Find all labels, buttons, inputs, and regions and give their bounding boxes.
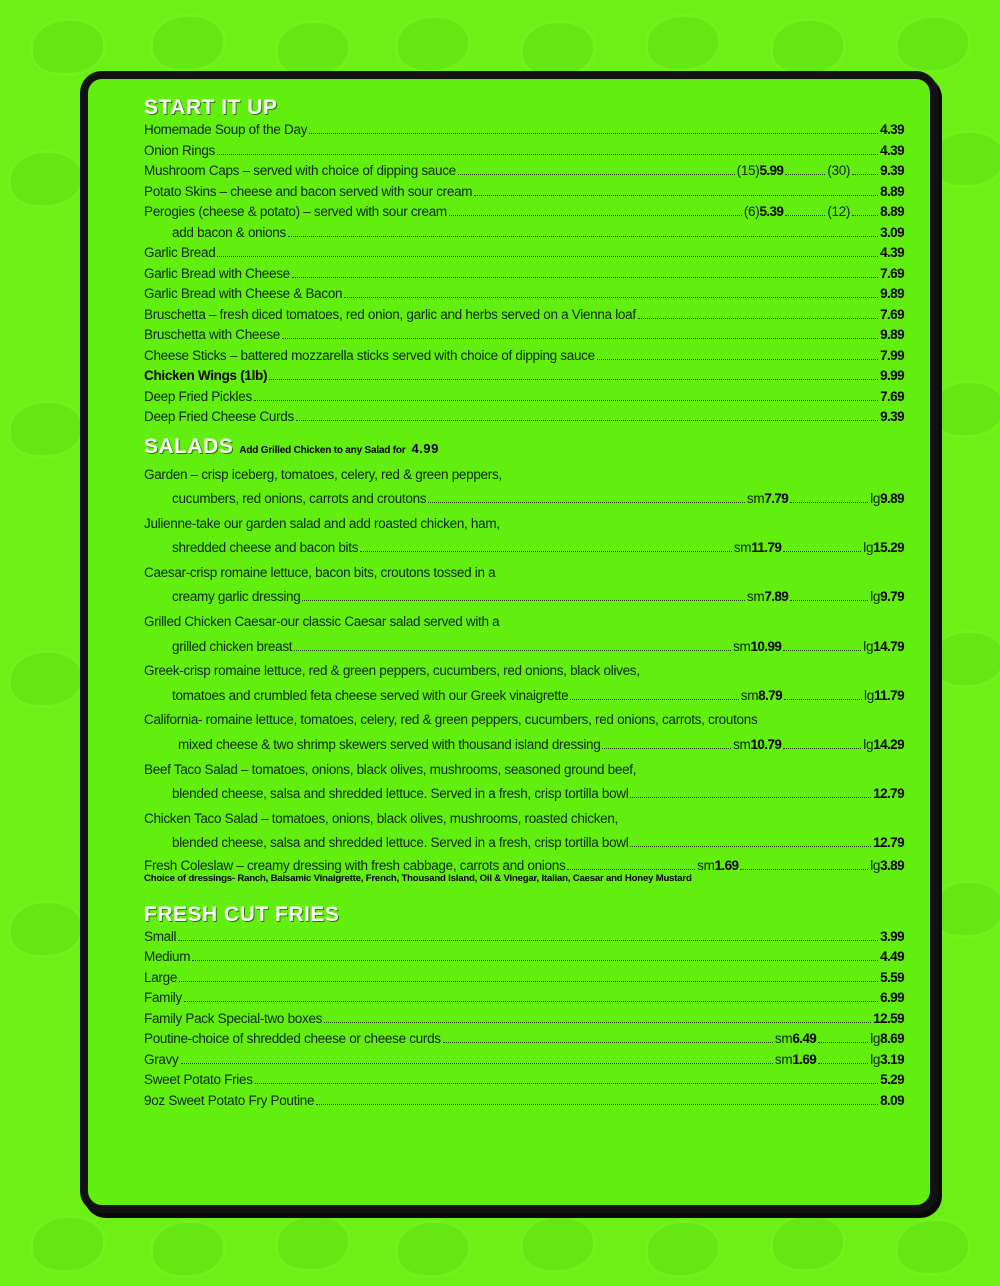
item-option: (30) (827, 163, 851, 178)
item-name: Homemade Soup of the Day (144, 122, 308, 137)
gravy-name: Gravy (144, 1051, 179, 1067)
salad-price: 12.79 (873, 786, 904, 802)
salad-lg-price: 14.79 (873, 638, 904, 654)
item-price: 7.99 (880, 347, 904, 363)
salad-items (144, 463, 904, 857)
salad-lg-price: 9.89 (880, 491, 904, 507)
coleslaw-name: Fresh Coleslaw – creamy dressing with fresh cabbage, carrots and onions (144, 858, 566, 873)
fries-item-row (144, 1009, 904, 1030)
fries-item-row (144, 947, 904, 968)
item-price: 4.39 (880, 245, 904, 260)
section-title-start: START IT UP (144, 96, 278, 119)
salad-sm-price: 10.79 (750, 737, 782, 753)
item-name: Garlic Bread with Cheese & Bacon (144, 286, 343, 301)
salad-price-line (144, 487, 904, 512)
salad-price-line (144, 635, 904, 660)
menu-item-row (144, 161, 904, 182)
fries-name: Large (144, 969, 178, 985)
fries-item-row (144, 927, 904, 948)
salad-sm-label: sm (733, 638, 751, 654)
fries-name: Small (144, 928, 177, 944)
fries-item-row (144, 968, 904, 989)
salad-desc: mixed cheese & two shrimp skewers served with thousand island dressing (178, 737, 601, 753)
item-price: 8.89 (880, 183, 904, 199)
salad-lg-label: lg (863, 737, 874, 753)
fries-item-row (144, 988, 904, 1009)
salad-desc-line (144, 708, 904, 733)
item-price: 8.89 (880, 204, 904, 219)
salad-lg-price: 9.79 (880, 589, 904, 605)
item-price: 7.69 (880, 388, 904, 404)
poutine-row (144, 1029, 904, 1050)
poutine-name: Poutine-choice of shredded cheese or cheese curds (144, 1031, 441, 1046)
item-option: (15) (736, 163, 760, 178)
sweet-poutine-name: 9oz Sweet Potato Fry Poutine (144, 1092, 315, 1108)
menu-item-row (144, 284, 904, 305)
salad-desc-line (144, 610, 904, 635)
salad-sm-label: sm (740, 687, 759, 703)
item-name: Cheese Sticks – battered mozzarella sticks served with choice of dipping sauce (144, 347, 595, 363)
salad-desc-line (144, 512, 904, 537)
item-price: 4.39 (880, 122, 904, 137)
salad-price-line (144, 782, 904, 807)
dressings-note: Choice of dressings- Ranch, Balsamic Vinaigrette, French, Thousand Island, Oil & Vinegar, Italian, Caesar and Honey Mustard (144, 872, 692, 884)
item-option: (12) (827, 204, 851, 219)
section-title-fries: FRESH CUT FRIES (144, 902, 340, 926)
menu-item-row (144, 387, 904, 408)
menu-item-row (144, 407, 904, 428)
salad-desc: blended cheese, salsa and shredded lettuce. Served in a fresh, crisp tortilla bowl (172, 835, 629, 851)
sweet-fries-name: Sweet Potato Fries (144, 1072, 253, 1087)
fries-name: Medium (144, 949, 191, 964)
item-price: 3.09 (880, 224, 904, 240)
salad-sm-price: 11.79 (751, 540, 782, 556)
salad-lg-price: 15.29 (873, 540, 904, 556)
salad-name: Chicken Taco Salad – tomatoes, onions, black olives, mushrooms, roasted chicken, (144, 810, 619, 826)
salad-lg-label: lg (870, 491, 881, 507)
salad-lg-label: lg (870, 589, 881, 605)
salad-sm-label: sm (746, 589, 765, 605)
gravy-sm-price: 1.69 (792, 1051, 817, 1067)
fries-price: 5.59 (880, 969, 904, 985)
gravy-lg-price: 3.19 (880, 1051, 904, 1067)
salad-desc: tomatoes and crumbled feta cheese served with our Greek vinaigrette (172, 687, 569, 703)
salad-lg-price: 11.79 (873, 687, 904, 703)
item-name: Garlic Bread (144, 245, 216, 260)
salad-price-line (144, 585, 904, 610)
salad-sm-price: 7.79 (764, 491, 789, 507)
salad-price-line (144, 536, 904, 561)
salad-name: Garden – crisp iceberg, tomatoes, celery, red & green peppers, (144, 466, 502, 482)
item-name: Bruschetta – fresh diced tomatoes, red onion, garlic and herbs served on a Vienna loaf (144, 306, 636, 322)
menu-item-row (144, 120, 904, 141)
salad-sm-label: sm (746, 491, 765, 507)
item-price: 7.69 (880, 306, 904, 322)
salad-sm-label: sm (733, 737, 751, 753)
salad-price-line (144, 733, 904, 758)
salad-sm-price: 10.99 (750, 638, 782, 654)
sweet-fries-row (144, 1070, 904, 1091)
menu-item-row (144, 366, 904, 387)
item-price-small: 5.39 (759, 204, 784, 219)
item-name: Deep Fried Cheese Curds (144, 409, 294, 424)
poutine-lg: lg (870, 1031, 881, 1046)
salad-name: California- romaine lettuce, tomatoes, celery, red & green peppers, cucumbers, red onions, carrots, croutons (144, 712, 758, 728)
gravy-lg: lg (870, 1051, 881, 1067)
gravy-row (144, 1050, 904, 1071)
item-price: 9.89 (880, 286, 904, 301)
salad-name: Grilled Chicken Caesar-our classic Caesar salad served with a (144, 614, 500, 630)
salad-lg-price: 14.29 (873, 737, 904, 753)
salad-name: Julienne-take our garden salad and add roasted chicken, ham, (144, 515, 500, 531)
item-name: Potato Skins – cheese and bacon served with sour cream (144, 183, 473, 199)
menu-item-row (144, 243, 904, 264)
salad-price: 12.79 (873, 835, 904, 851)
section-title-salads (144, 434, 904, 463)
item-price-small: 5.99 (759, 163, 784, 178)
item-price: 4.39 (880, 142, 904, 158)
menu-item-row (144, 305, 904, 326)
fries-price: 4.49 (880, 949, 904, 964)
coleslaw-lg-price: 3.89 (880, 858, 904, 873)
salad-price-line (144, 831, 904, 856)
menu-item-row (144, 182, 904, 203)
fries-price: 3.99 (880, 928, 904, 944)
coleslaw-sm-price: 1.69 (714, 858, 739, 873)
salad-lg-label: lg (863, 638, 874, 654)
item-price: 9.89 (880, 327, 904, 342)
poutine-lg-price: 8.69 (880, 1031, 904, 1046)
start-items (144, 120, 904, 428)
gravy-sm: sm (774, 1051, 793, 1067)
salad-desc-line (144, 807, 904, 832)
sweet-fries-price: 5.29 (880, 1072, 904, 1087)
fries-name: Family Pack Special-two boxes (144, 1010, 323, 1026)
salad-sm-label: sm (733, 540, 752, 556)
salad-desc-line (144, 758, 904, 783)
fries-price: 6.99 (880, 990, 904, 1005)
coleslaw-sm: sm (697, 858, 715, 873)
salad-lg-label: lg (863, 540, 874, 556)
item-name: Bruschetta with Cheese (144, 327, 280, 342)
item-price: 9.99 (880, 368, 904, 383)
salads-note: Add Grilled Chicken to any Salad for (239, 444, 406, 456)
salad-desc-line (144, 561, 904, 586)
salad-lg-label: lg (864, 687, 874, 703)
menu-item-row (144, 223, 904, 244)
salad-name: Greek-crisp romaine lettuce, red & green peppers, cucumbers, red onions, black olives, (144, 663, 640, 679)
salad-desc-line (144, 659, 904, 684)
poutine-sm: sm (774, 1031, 793, 1046)
salad-sm-price: 7.89 (764, 589, 789, 605)
item-name: Onion Rings (144, 142, 215, 158)
salad-price-line (144, 684, 904, 709)
fries-name: Family (144, 990, 182, 1005)
menu-item-row (144, 346, 904, 367)
salad-desc: cucumbers, red onions, carrots and croutons (172, 491, 427, 507)
coleslaw-lg: lg (870, 858, 881, 873)
salad-desc: creamy garlic dressing (172, 589, 301, 605)
sweet-poutine-price: 8.09 (880, 1092, 904, 1108)
poutine-sm-price: 6.49 (792, 1031, 817, 1046)
menu-item-row (144, 264, 904, 285)
fries-items (144, 927, 904, 1030)
item-name: Chicken Wings (1lb) (144, 368, 268, 383)
item-option: (6) (743, 204, 760, 219)
salad-name: Caesar-crisp romaine lettuce, bacon bits, croutons tossed in a (144, 564, 496, 580)
salads-note-price: 4.99 (411, 440, 439, 456)
menu-content (144, 95, 904, 1111)
menu-item-row (144, 141, 904, 162)
salads-title: SALADS (144, 434, 234, 458)
menu-item-row (144, 325, 904, 346)
item-price: 9.39 (880, 409, 904, 424)
item-name: Garlic Bread with Cheese (144, 265, 290, 281)
fries-price: 12.59 (873, 1010, 904, 1026)
item-price: 9.39 (880, 163, 904, 178)
item-price: 7.69 (880, 265, 904, 281)
menu-item-row (144, 202, 904, 223)
salad-desc: grilled chicken breast (172, 638, 293, 654)
salad-name: Beef Taco Salad – tomatoes, onions, black olives, mushrooms, seasoned ground beef, (144, 761, 637, 777)
item-name: Perogies (cheese & potato) – served with sour cream (144, 204, 447, 219)
salad-sm-price: 8.79 (758, 687, 783, 703)
salad-desc: blended cheese, salsa and shredded lettuce. Served in a fresh, crisp tortilla bowl (172, 786, 629, 802)
item-name: Mushroom Caps – served with choice of dipping sauce (144, 163, 456, 178)
item-name: add bacon & onions (172, 224, 286, 240)
item-name: Deep Fried Pickles (144, 388, 252, 404)
sweet-poutine-row (144, 1091, 904, 1112)
salad-desc-line (144, 463, 904, 488)
salad-desc: shredded cheese and bacon bits (172, 540, 359, 556)
menu-panel (80, 71, 938, 1213)
